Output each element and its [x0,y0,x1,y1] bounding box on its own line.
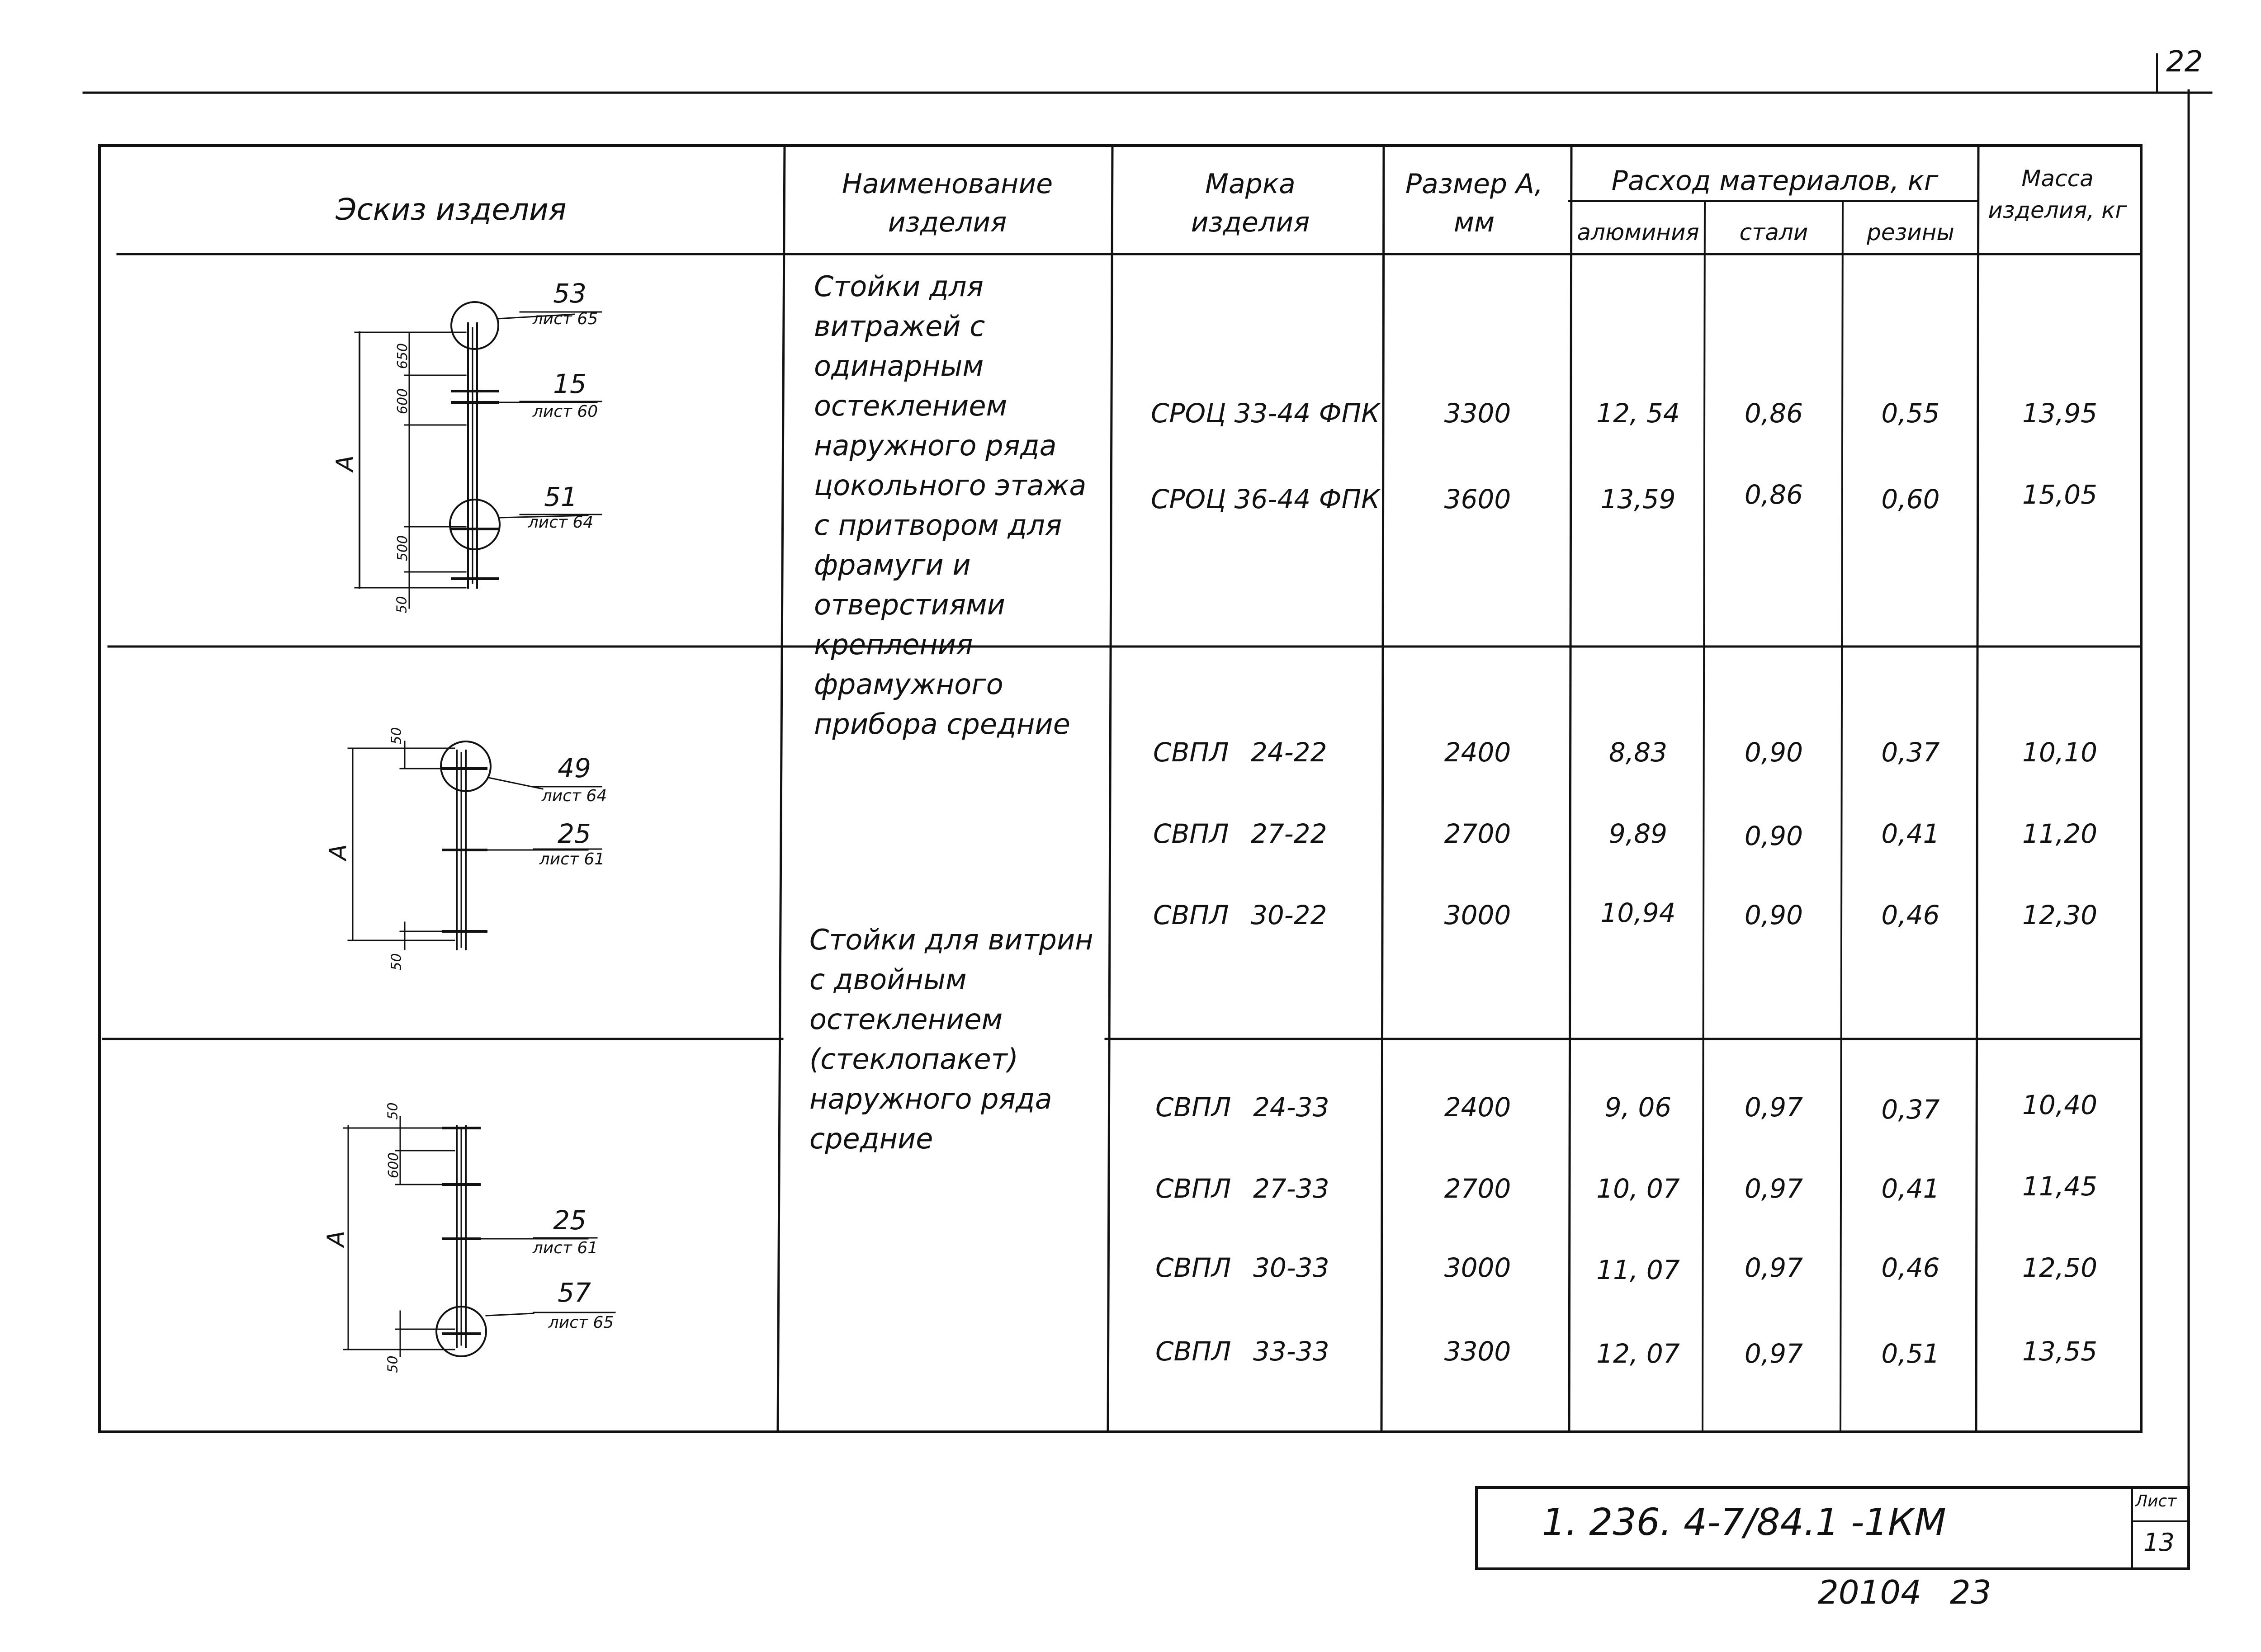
g3-r1-size: 2400 [1444,1092,1511,1123]
g2-r2-steel: 0,90 [1744,821,1803,851]
g2-dim-50-bottom: 50 [388,953,405,971]
header-mark: Марка изделия [1191,168,1310,238]
g2-r3-size: 3000 [1444,900,1511,930]
g3-r2-mark: СВПЛ 27-33 [1155,1173,1329,1204]
g1-dim-650: 650 [395,343,411,369]
doc-code: 1. 236. 4-7/84.1 -1КМ [1542,1501,1946,1544]
g3-r4-mark: СВПЛ 33-33 [1155,1336,1329,1367]
header-rubber: резины [1867,219,1954,245]
g2-r2-mass: 11,20 [2022,818,2098,849]
g1-r1-mark: СРОЦ 33-44 ФПК [1151,398,1380,429]
g2-callout-1-sheet: лист 64 [541,787,607,805]
g3-dim-50-top: 50 [385,1102,401,1120]
g3-callout-1-sheet: лист 61 [532,1239,598,1257]
header-sketch: Эскиз изделия [336,192,567,227]
g3-r2-rubber: 0,41 [1881,1173,1940,1204]
g3-r1-mass: 10,40 [2022,1090,2098,1120]
g1-r1-steel: 0,86 [1744,398,1803,429]
g2-callout-2-sheet: лист 61 [539,850,605,868]
g3-r1-steel: 0,97 [1744,1092,1803,1123]
g3-r3-aluminum: 11, 07 [1596,1255,1680,1285]
g1-dim-a: А [331,455,359,472]
g3-r4-steel: 0,97 [1744,1338,1803,1369]
g1-dim-50: 50 [394,596,410,614]
g3-callout-1-num: 25 [553,1205,587,1236]
g3-r1-aluminum: 9, 06 [1604,1092,1672,1123]
group1-description: Стойки для витражей с одинарным остеклением наружного ряда цокольного этажа с притвором для фрамуги и отверстиями крепления фрамужного прибора средние [814,270,1087,741]
sheet-label: Лист [2135,1492,2177,1510]
g2-r1-mark: СВПЛ 24-22 [1153,737,1327,768]
g3-r2-mass: 11,45 [2022,1171,2098,1202]
g3-r4-size: 3300 [1444,1336,1511,1367]
g1-r2-mass: 15,05 [2022,479,2098,510]
g3-r3-mass: 12,50 [2022,1252,2098,1283]
g2-r3-mass: 12,30 [2022,900,2098,930]
g3-dim-600: 600 [386,1152,402,1179]
header-name: Наименование изделия [842,168,1053,238]
g1-r1-size: 3300 [1444,398,1511,429]
header-size: Размер А, мм [1405,168,1543,238]
g3-r3-mark: СВПЛ 30-33 [1155,1252,1329,1283]
g2-r2-mark: СВПЛ 27-22 [1153,818,1327,849]
g1-dim-600: 600 [395,388,411,415]
g1-r2-rubber: 0,60 [1881,484,1940,514]
g2-r1-steel: 0,90 [1744,737,1803,768]
g2-r3-aluminum: 10,94 [1600,897,1676,928]
header-aluminum: алюминия [1577,219,1699,245]
g3-dim-50-bottom: 50 [385,1355,401,1373]
g1-callout-3-num: 51 [544,481,577,512]
g3-r3-rubber: 0,46 [1881,1252,1940,1283]
g2-r3-mark: СВПЛ 30-22 [1153,900,1327,930]
g1-r2-steel: 0,86 [1744,479,1803,510]
g2-r2-rubber: 0,41 [1881,818,1940,849]
corner-page-number: 22 [2166,45,2203,79]
g2-r1-size: 2400 [1444,737,1511,768]
header-steel: стали [1739,219,1808,245]
bottom-stamp: 20104 23 [1818,1573,1991,1611]
sheet-number: 13 [2143,1528,2175,1557]
g3-r4-aluminum: 12, 07 [1596,1338,1680,1369]
g2-callout-2-num: 25 [558,818,591,849]
group2-description: Стойки для витрин с двойным остеклением (стеклопакет) наружного ряда средние [809,923,1093,1155]
g1-callout-3-sheet: лист 64 [528,513,594,532]
g1-r2-size: 3600 [1444,484,1511,514]
g2-r2-aluminum: 9,89 [1608,818,1668,849]
g1-r2-aluminum: 13,59 [1600,484,1676,514]
g1-r1-mass: 13,95 [2022,398,2098,429]
g3-r3-steel: 0,97 [1744,1252,1803,1283]
g3-r1-mark: СВПЛ 24-33 [1155,1092,1329,1123]
g2-dim-50-top: 50 [388,727,405,745]
g2-r1-rubber: 0,37 [1881,737,1940,768]
g2-dim-a: А [324,844,352,860]
g2-r1-aluminum: 8,83 [1608,737,1668,768]
g2-callout-1-num: 49 [558,753,591,784]
header-consumption: Расход материалов, кг [1611,165,1939,197]
g1-callout-2-num: 15 [553,368,587,399]
g1-callout-1-sheet: лист 65 [532,310,598,328]
g3-callout-2-sheet: лист 65 [548,1313,614,1332]
g3-r3-size: 3000 [1444,1252,1511,1283]
g3-r2-steel: 0,97 [1744,1173,1803,1204]
g3-dim-a: А [322,1231,350,1247]
g2-r1-mass: 10,10 [2022,737,2098,768]
g3-r1-rubber: 0,37 [1881,1094,1940,1125]
g2-r3-rubber: 0,46 [1881,900,1940,930]
g1-r1-aluminum: 12, 54 [1596,398,1680,429]
g1-callout-2-sheet: лист 60 [532,402,598,421]
g1-callout-1-num: 53 [553,278,587,309]
g2-r2-size: 2700 [1444,818,1511,849]
g3-r2-size: 2700 [1444,1173,1511,1204]
header-mass: Масса изделия, кг [1988,165,2127,223]
g1-r2-mark: СРОЦ 36-44 ФПК [1151,484,1380,514]
g3-r2-aluminum: 10, 07 [1596,1173,1680,1204]
g1-r1-rubber: 0,55 [1881,398,1940,429]
g2-r3-steel: 0,90 [1744,900,1803,930]
g1-dim-500: 500 [395,535,411,562]
g3-r4-mass: 13,55 [2022,1336,2098,1367]
g3-r4-rubber: 0,51 [1881,1338,1940,1369]
g3-callout-2-num: 57 [558,1277,591,1308]
